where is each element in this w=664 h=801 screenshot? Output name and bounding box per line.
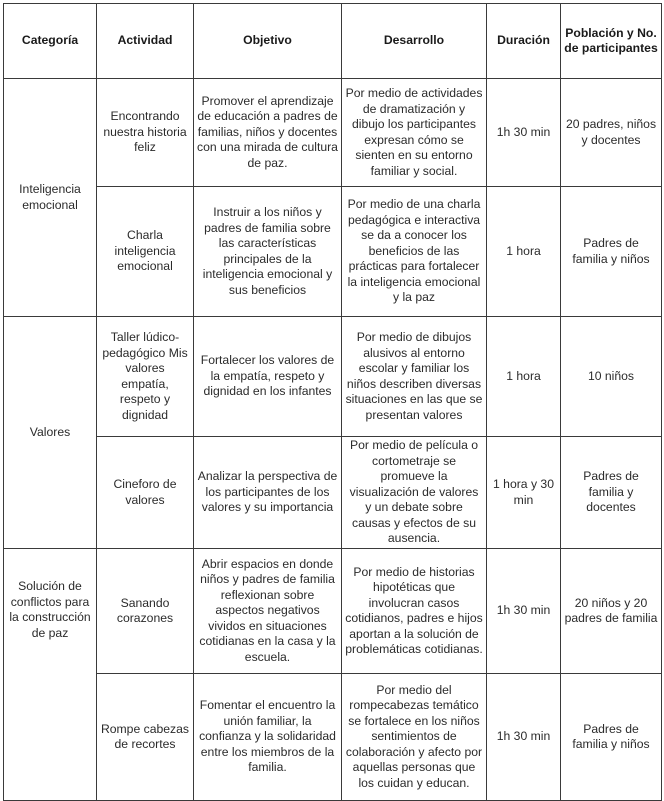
duracion-cell: 1 hora xyxy=(487,317,561,437)
duracion-cell: 1h 30 min xyxy=(487,549,561,674)
category-label: Valores xyxy=(29,424,71,439)
header-duracion: Duración xyxy=(487,4,561,79)
desarrollo-cell: Por medio de una charla pedagógica e interactiva se da a conocer los beneficios de las prácticas para fortalecer la inteligencia emocional y la paz xyxy=(342,187,487,317)
header-row xyxy=(4,4,662,79)
objetivo-cell: Abrir espacios en donde niños y padres de familia reflexionan sobre aspectos negativos vividos en situaciones cotidianas en la casa y la escuela. xyxy=(194,549,342,674)
actividad-cell: Taller lúdico-pedagógico Mis valores empatía, respeto y dignidad xyxy=(97,317,194,437)
actividad-cell: Encontrando nuestra historia feliz xyxy=(97,79,194,187)
objetivo-cell: Analizar la perspectiva de los participantes de los valores y su importancia xyxy=(194,437,342,549)
header-actividad: Actividad xyxy=(97,4,194,79)
actividad-cell: Cineforo de valores xyxy=(97,437,194,549)
desarrollo-cell: Por medio de dibujos alusivos al entorno escolar y familiar los niños describen diversas situaciones en las que se presentan valores xyxy=(342,317,487,437)
duracion-cell: 1h 30 min xyxy=(487,79,561,187)
table-row xyxy=(4,317,662,437)
objetivo-cell: Promover el aprendizaje de educación a padres de familias, niños y docentes con una mirada de cultura de paz. xyxy=(194,79,342,187)
desarrollo-cell: Por medio de actividades de dramatización y dibujo los participantes expresan cómo se sienten en su entorno familiar y social. xyxy=(342,79,487,187)
desarrollo-cell: Por medio del rompecabezas temático se fortalece en los niños sentimientos de colaboración y afecto por aquellas personas que los cuidan y educan. xyxy=(342,674,487,801)
duracion-cell: 1h 30 min xyxy=(487,674,561,801)
header-poblacion: Población y No. de participantes xyxy=(561,4,662,79)
table-row xyxy=(4,674,662,801)
table-row xyxy=(4,549,662,674)
table-row xyxy=(4,437,662,549)
header-objetivo: Objetivo xyxy=(194,4,342,79)
category-cell xyxy=(4,549,97,801)
actividad-cell: Sanando corazones xyxy=(97,549,194,674)
poblacion-cell: Padres de familia y niños xyxy=(561,674,662,801)
header-desarrollo: Desarrollo xyxy=(342,4,487,79)
category-cell xyxy=(4,317,97,549)
desarrollo-cell: Por medio de película o cortometraje se promueve la visualización de valores y un debate sobre causas y efectos de su ausencia. xyxy=(342,437,487,549)
desarrollo-cell: Por medio de historias hipotéticas que involucran casos cotidianos, padres e hijos aportan a la solución de problemáticas cotidianas. xyxy=(342,549,487,674)
actividad-cell: Charla inteligencia emocional xyxy=(97,187,194,317)
actividad-cell: Rompe cabezas de recortes xyxy=(97,674,194,801)
header-categoria: Categoría xyxy=(4,4,97,79)
objetivo-cell: Fomentar el encuentro la unión familiar, la confianza y la solidaridad entre los miembros de la familia. xyxy=(194,674,342,801)
activities-table xyxy=(3,3,662,801)
objetivo-cell: Instruir a los niños y padres de familia sobre las características principales de la inteligencia emocional y sus beneficios xyxy=(194,187,342,317)
poblacion-cell: Padres de familia y niños xyxy=(561,187,662,317)
poblacion-cell: 10 niños xyxy=(561,317,662,437)
duracion-cell: 1 hora xyxy=(487,187,561,317)
table-row xyxy=(4,187,662,317)
poblacion-cell: Padres de familia y docentes xyxy=(561,437,662,549)
duracion-cell: 1 hora y 30 min xyxy=(487,437,561,549)
poblacion-cell: 20 padres, niños y docentes xyxy=(561,79,662,187)
category-label: Solución de conflictos para la construcción de paz xyxy=(9,579,91,640)
poblacion-cell: 20 niños y 20 padres de familia xyxy=(561,549,662,674)
table-row xyxy=(4,79,662,187)
category-cell xyxy=(4,79,97,317)
category-label: Inteligencia emocional xyxy=(19,182,81,212)
objetivo-cell: Fortalecer los valores de la empatía, respeto y dignidad en los infantes xyxy=(194,317,342,437)
